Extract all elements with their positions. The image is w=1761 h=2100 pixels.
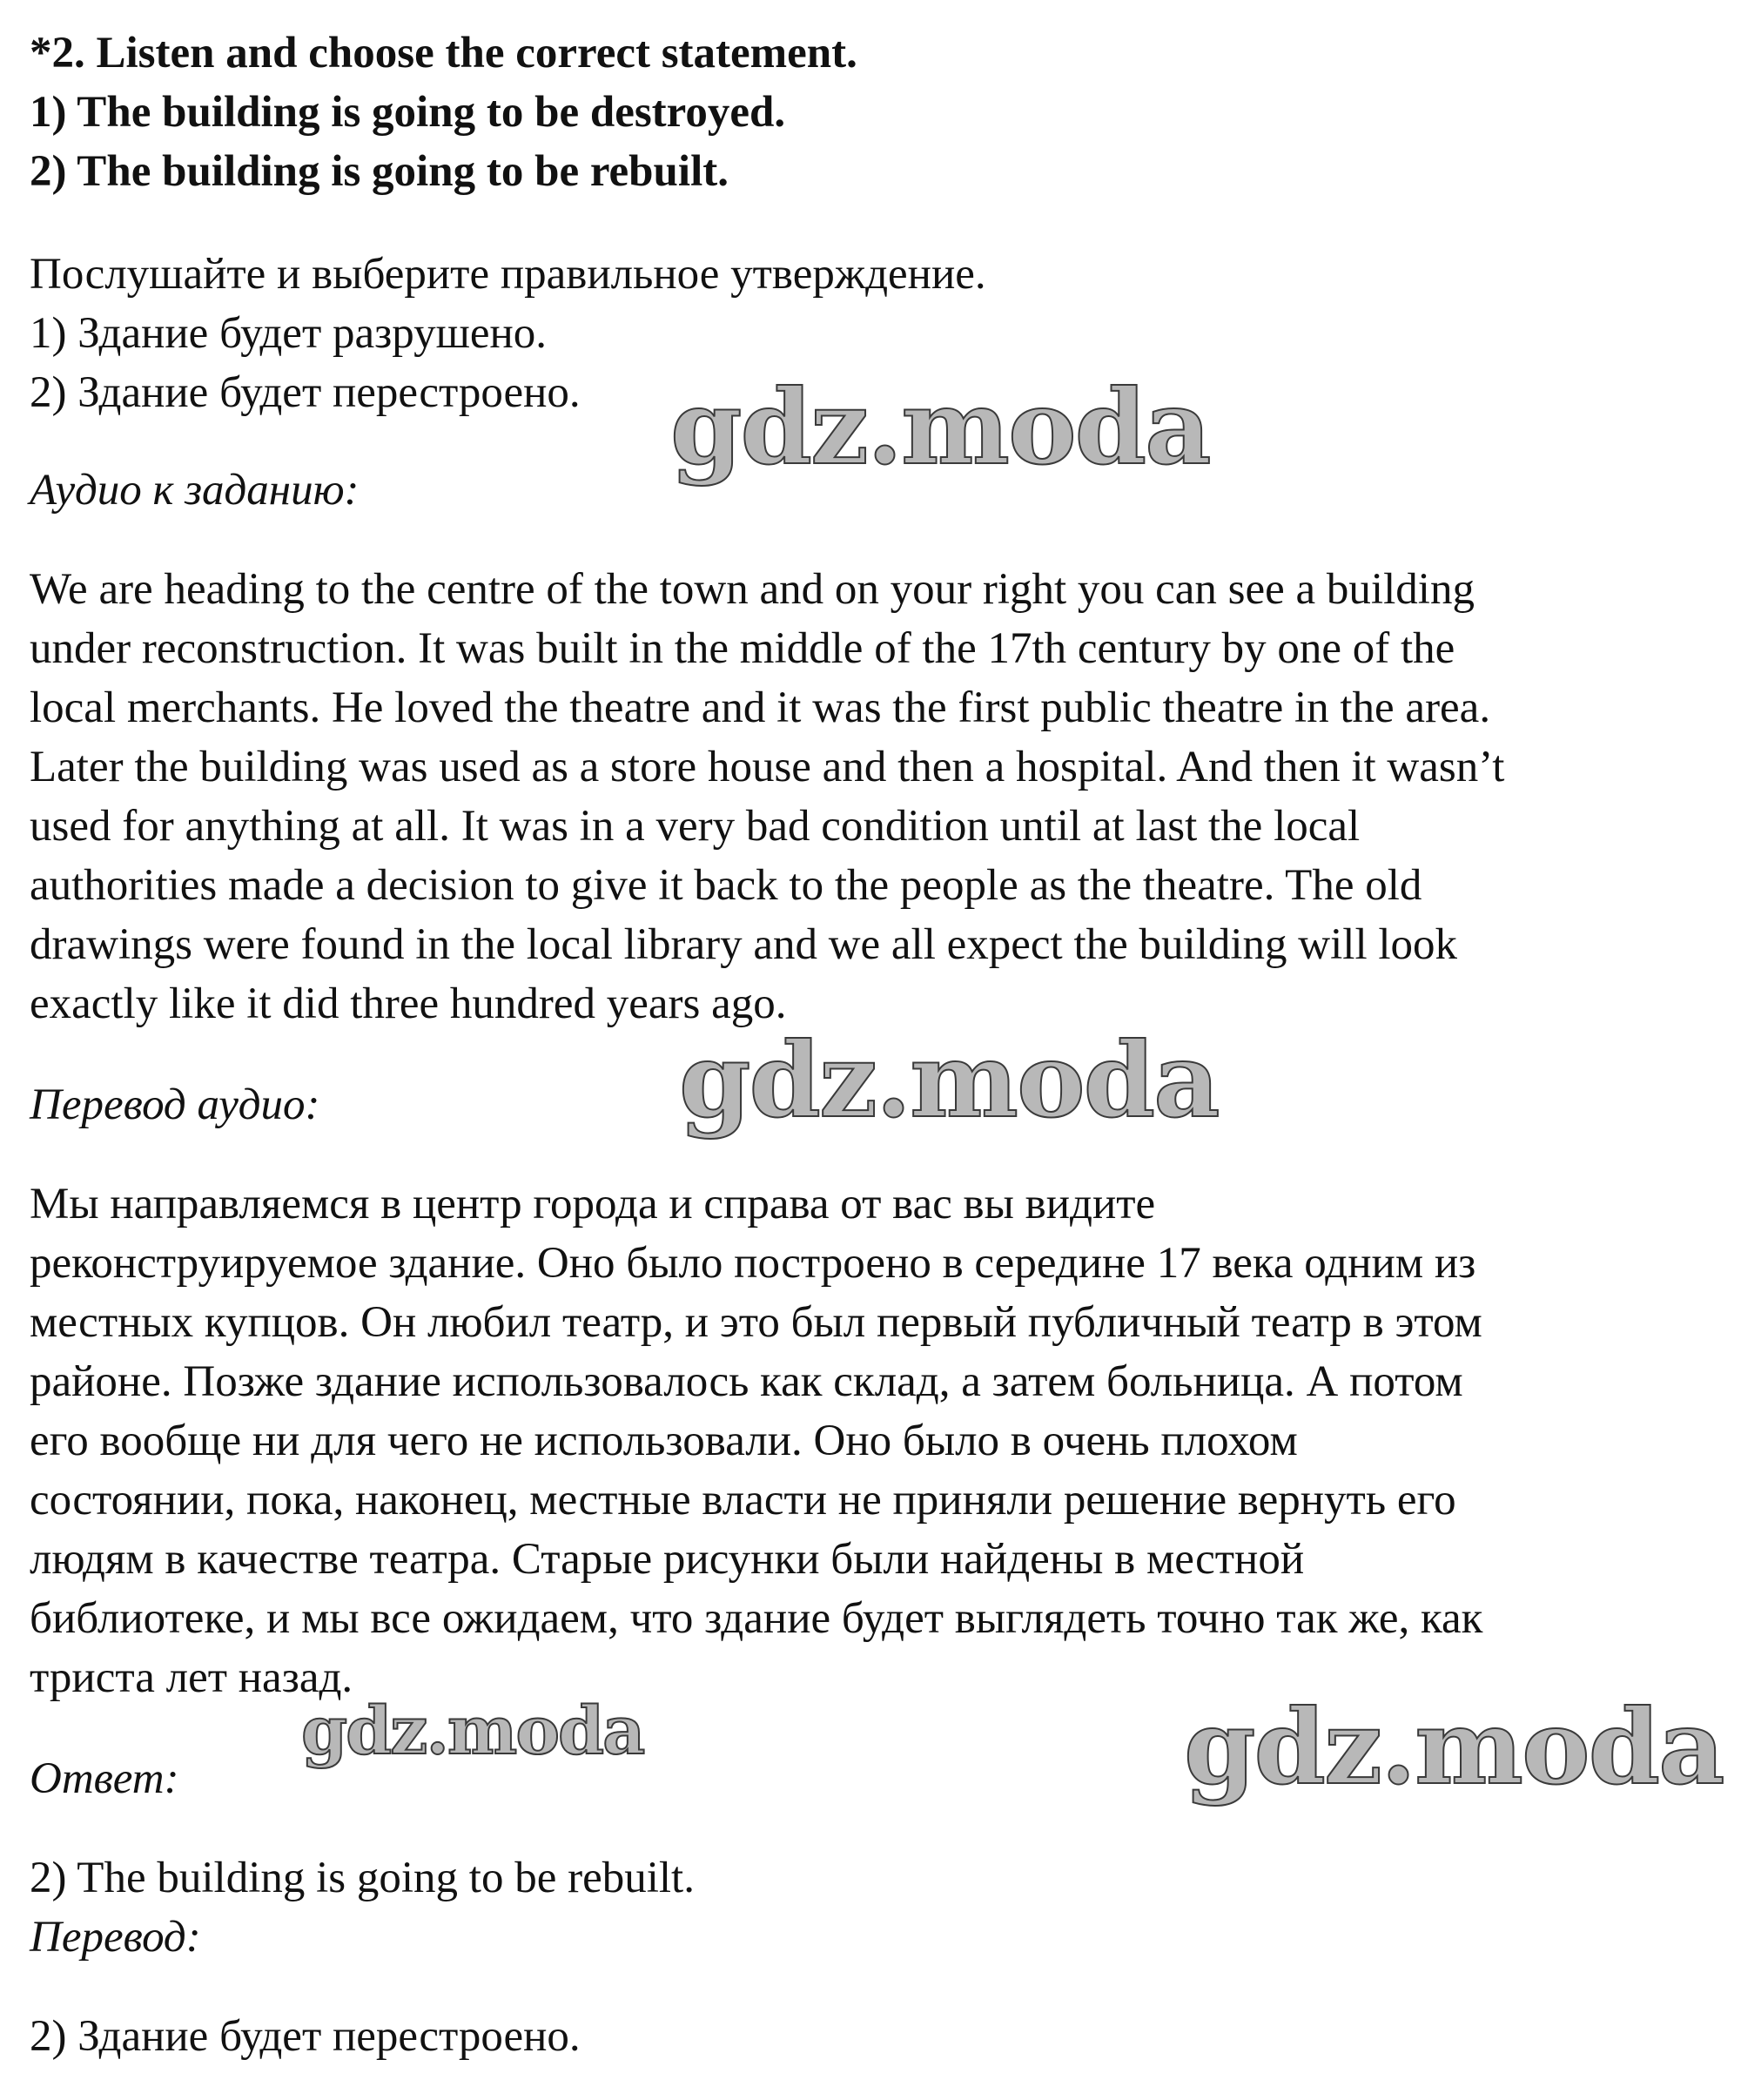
task-translation-title: Послушайте и выберите правильное утверждение.	[30, 250, 986, 299]
translation-line: местных купцов. Он любил театр, и это был первый публичный театр в этом	[30, 1298, 1482, 1347]
answer-text: 2) The building is going to be rebuilt.	[30, 1854, 695, 1902]
task-option-2: 2) The building is going to be rebuilt.	[30, 147, 729, 196]
translation-line: состоянии, пока, наконец, местные власти не приняли решение вернуть его	[30, 1476, 1456, 1525]
answer-translation-text: 2) Здание будет перестроено.	[30, 2012, 581, 2061]
answer-translation-heading: Перевод:	[30, 1913, 201, 1962]
translation-line: библиотеке, и мы все ожидаем, что здание будет выглядеть точно так же, как	[30, 1594, 1483, 1643]
task-translation-option-1: 1) Здание будет разрушено.	[30, 309, 548, 358]
task-option-1: 1) The building is going to be destroyed.	[30, 88, 786, 137]
translation-line: его вообще ни для чего не использовали. Оно было в очень плохом	[30, 1417, 1298, 1465]
audio-line: exactly like it did three hundred years ago.	[30, 979, 787, 1028]
audio-line: under reconstruction. It was built in the middle of the 17th century by one of the	[30, 624, 1455, 673]
translation-line: районе. Позже здание использовалось как склад, а затем больница. А потом	[30, 1357, 1463, 1406]
translation-heading: Перевод аудио:	[30, 1080, 320, 1129]
watermark: gdz.moda	[670, 367, 1210, 488]
translation-line: триста лет назад.	[30, 1653, 353, 1702]
audio-line: used for anything at all. It was in a very bad condition until at last the local	[30, 802, 1361, 851]
audio-line: Later the building was used as a store house and then a hospital. And then it wasn’t	[30, 743, 1505, 791]
translation-line: людям в качестве театра. Старые рисунки были найдены в местной	[30, 1535, 1305, 1584]
task-translation-option-2: 2) Здание будет перестроено.	[30, 368, 581, 417]
watermark: gdz.moda	[301, 1692, 644, 1769]
audio-line: drawings were found in the local library and we all expect the building will look	[30, 920, 1458, 969]
translation-line: реконструируемое здание. Оно было построено в середине 17 века одним из	[30, 1239, 1476, 1288]
watermark: gdz.moda	[1184, 1686, 1724, 1807]
task-title: *2. Listen and choose the correct statement.	[30, 29, 857, 77]
answer-heading: Ответ:	[30, 1754, 179, 1803]
translation-line: Мы направляемся в центр города и справа от вас вы видите	[30, 1180, 1156, 1228]
watermark: gdz.moda	[679, 1020, 1219, 1141]
audio-heading: Аудио к заданию:	[30, 466, 360, 515]
audio-line: We are heading to the centre of the town and on your right you can see a building	[30, 565, 1475, 614]
audio-line: authorities made a decision to give it back to the people as the theatre. The old	[30, 861, 1422, 910]
audio-line: local merchants. He loved the theatre and it was the first public theatre in the area.	[30, 683, 1491, 732]
